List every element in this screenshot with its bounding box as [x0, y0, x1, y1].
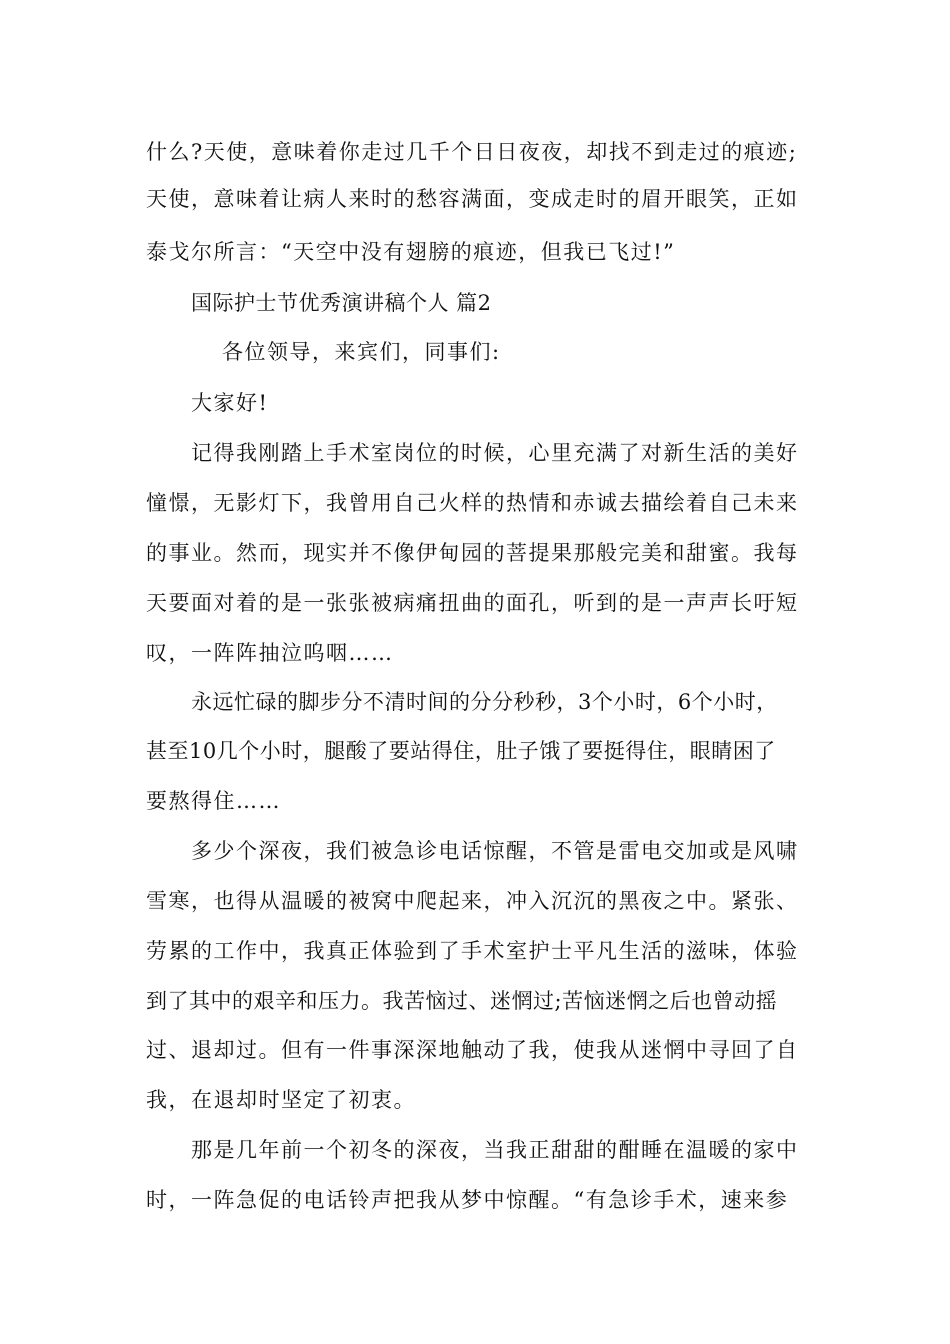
salutation: 各位领导，来宾们，同事们: — [222, 340, 501, 364]
text-line: 我，在退却时坚定了初衷。 — [146, 1088, 416, 1112]
text-line: 劳累的工作中，我真正体验到了手术室护士平凡生活的滋味，体验 — [146, 939, 799, 963]
text-line: 要熬得住…… — [146, 789, 281, 813]
text-line: 过、退却过。但有一件事深深地触动了我，使我从迷惘中寻回了自 — [146, 1038, 799, 1062]
text-line: 憧憬，无影灯下，我曾用自己火样的热情和赤诚去描绘着自己未来 — [146, 491, 799, 515]
text-line: 那是几年前一个初冬的深夜，当我正甜甜的酣睡在温暖的家中 — [191, 1138, 799, 1162]
text-line: 泰戈尔所言：“天空中没有翅膀的痕迹，但我已飞过!” — [146, 240, 676, 264]
text-line: 永远忙碌的脚步分不清时间的分分秒秒，3个小时，6个小时， — [191, 690, 778, 714]
greeting: 大家好! — [191, 391, 269, 415]
text-line: 的事业。然而，现实并不像伊甸园的菩提果那般完美和甜蜜。我每 — [146, 541, 799, 565]
text-line: 甚至10几个小时，腿酸了要站得住，肚子饿了要挺得住，眼睛困了 — [146, 739, 776, 763]
text-line: 天使，意味着让病人来时的愁容满面，变成走时的眉开眼笑，正如 — [146, 187, 799, 211]
section-heading: 国际护士节优秀演讲稿个人 篇2 — [191, 291, 492, 315]
text-line: 多少个深夜，我们被急诊电话惊醒，不管是雷电交加或是风啸 — [191, 839, 799, 863]
text-line: 时，一阵急促的电话铃声把我从梦中惊醒。“有急诊手术，速来参 — [146, 1188, 789, 1212]
text-line: 什么?天使，意味着你走过几千个日日夜夜，却找不到走过的痕迹; — [146, 140, 798, 164]
text-line: 叹，一阵阵抽泣呜咽…… — [146, 641, 394, 665]
text-line: 到了其中的艰辛和压力。我苦恼过、迷惘过;苦恼迷惘之后也曾动摇 — [146, 989, 778, 1013]
text-line: 记得我刚踏上手术室岗位的时候，心里充满了对新生活的美好 — [191, 441, 799, 465]
text-line: 天要面对着的是一张张被病痛扭曲的面孔，听到的是一声声长吁短 — [146, 591, 799, 615]
text-line: 雪寒，也得从温暖的被窝中爬起来，冲入沉沉的黑夜之中。紧张、 — [146, 889, 799, 913]
